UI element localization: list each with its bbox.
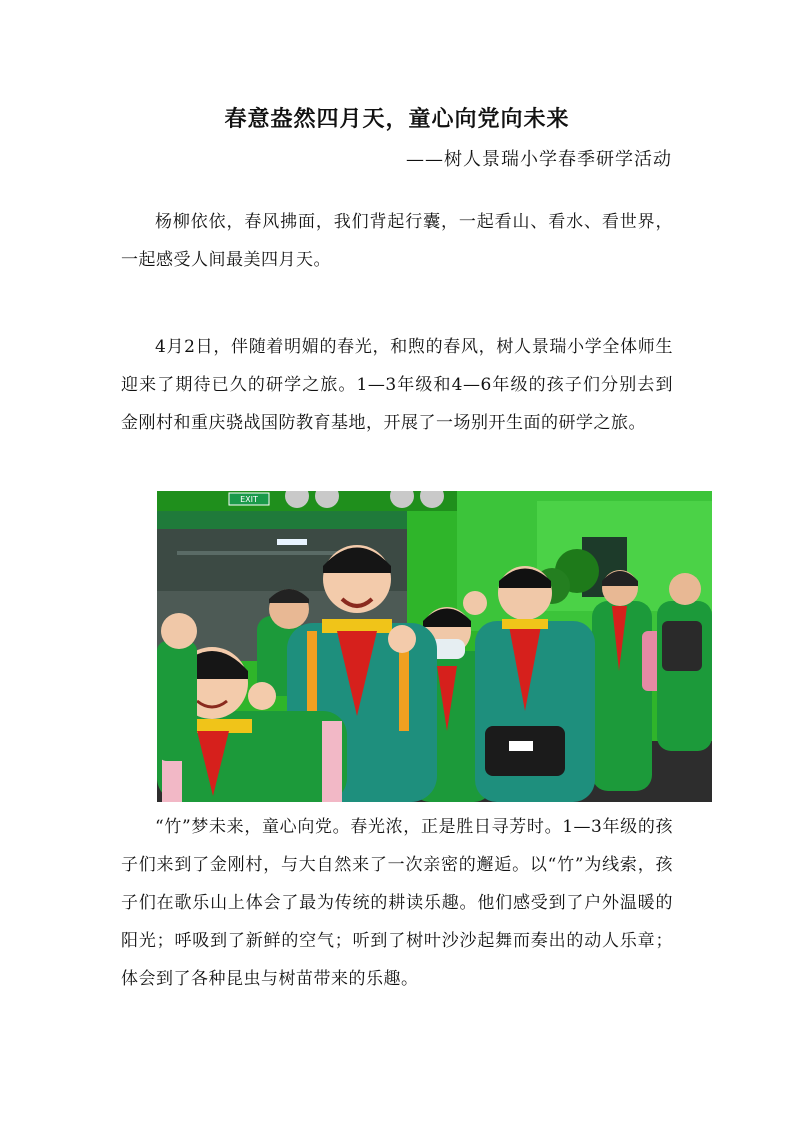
students-group-photo (157, 491, 712, 802)
exit-sign (229, 493, 269, 505)
paragraph-trip-overview: 4月2日，伴随着明媚的春光，和煦的春风，树人景瑞小学全体师生迎来了期待已久的研学之旅。1—3年级和4—6年级的孩子们分别去到金刚村和重庆骁战国防教育基地，开展了一场别开生面的研学之旅。 (121, 337, 673, 433)
document-title: 春意盎然四月天，童心向党向未来 (224, 106, 570, 132)
paragraph-bamboo-activity: “竹”梦未来，童心向党。春光浓，正是胜日寻芳时。1—3年级的孩子们来到了金刚村，与大自然来了一次亲密的邂逅。以“竹”为线索，孩子们在歌乐山上体会了最为传统的耕读乐趣。他们感受到了户外温暖的阳光；呼吸到了新鲜的空气；听到了树叶沙沙起舞而奏出的动人乐章；体会到了各种昆虫与树苗带来的乐趣。 (121, 817, 673, 989)
paragraph-intro: 杨柳依依，春风拂面，我们背起行囊，一起看山、看水、看世界，一起感受人间最美四月天。 (121, 212, 673, 270)
document-subtitle: ——树人景瑞小学春季研学活动 (406, 149, 672, 170)
exit-sign-label: EXIT (240, 495, 258, 504)
student-left-edge (157, 613, 197, 761)
